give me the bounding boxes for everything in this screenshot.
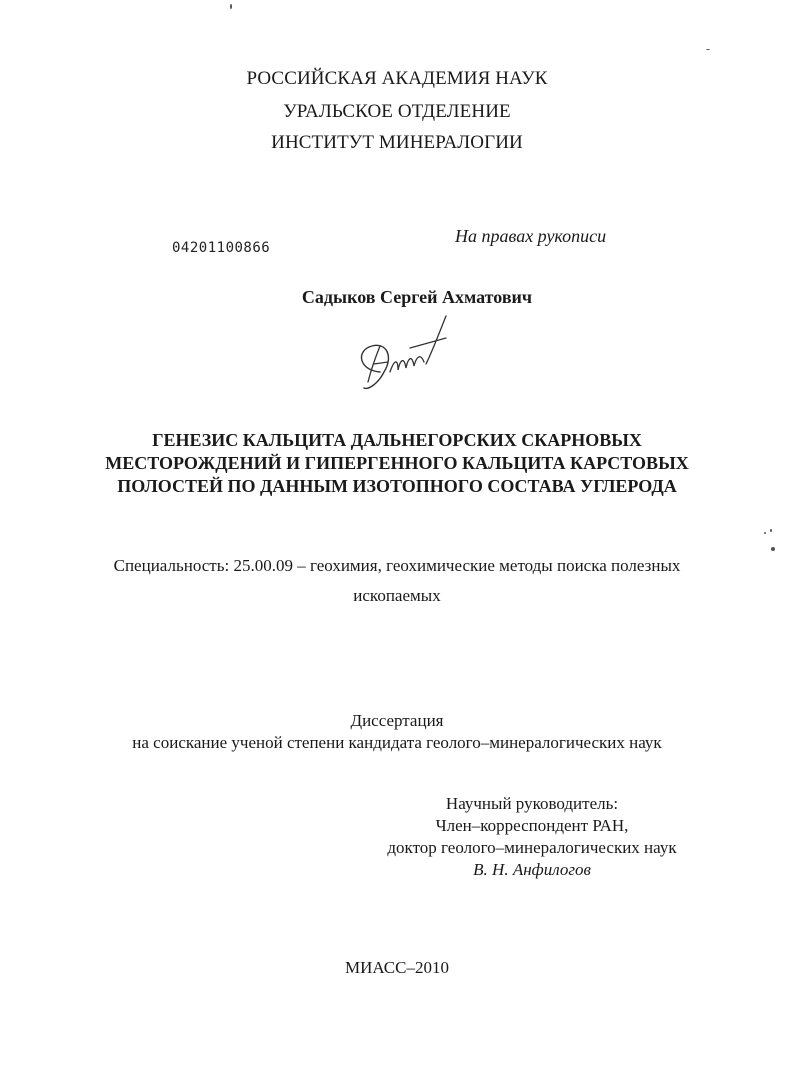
- scan-speck: [764, 532, 766, 534]
- scan-speck: [771, 547, 775, 551]
- dissertation-title-line-3: ПОЛОСТЕЙ ПО ДАННЫМ ИЗОТОПНОГО СОСТАВА УГЛЕРОДА: [117, 476, 677, 496]
- dissertation-title-line-2: МЕСТОРОЖДЕНИЙ И ГИПЕРГЕННОГО КАЛЬЦИТА КАРСТОВЫХ: [105, 453, 689, 473]
- organization-name: РОССИЙСКАЯ АКАДЕМИЯ НАУК: [246, 68, 548, 89]
- advisor-name: В. Н. Анфилогов: [473, 860, 591, 879]
- specialty-line-2: ископаемых: [353, 586, 441, 605]
- signature-icon: [350, 312, 460, 402]
- author-name: Садыков Сергей Ахматович: [301, 287, 533, 307]
- specialty-line-1: Специальность: 25.00.09 – геохимия, геохимические методы поиска полезных: [113, 556, 681, 575]
- scan-speck: [770, 529, 772, 532]
- city-year: МИАСС–2010: [344, 958, 449, 977]
- advisor-degree: доктор геолого–минералогических наук: [387, 838, 677, 857]
- inventory-number: 04201100866: [172, 240, 271, 256]
- scan-speck: [230, 4, 232, 9]
- institute-name: ИНСТИТУТ МИНЕРАЛОГИИ: [271, 132, 523, 153]
- advisor-role: Научный руководитель:: [445, 794, 619, 813]
- dissertation-title-line-1: ГЕНЕЗИС КАЛЬЦИТА ДАЛЬНЕГОРСКИХ СКАРНОВЫХ: [152, 430, 642, 450]
- scan-speck: [706, 49, 710, 50]
- document-type: Диссертация: [350, 711, 444, 730]
- degree-sought: на соискание ученой степени кандидата геолого–минералогических наук: [132, 733, 662, 752]
- rights-note: На правах рукописи: [455, 226, 607, 246]
- organization-division: УРАЛЬСКОЕ ОТДЕЛЕНИЕ: [283, 101, 511, 122]
- advisor-position: Член–корреспондент РАН,: [435, 816, 629, 835]
